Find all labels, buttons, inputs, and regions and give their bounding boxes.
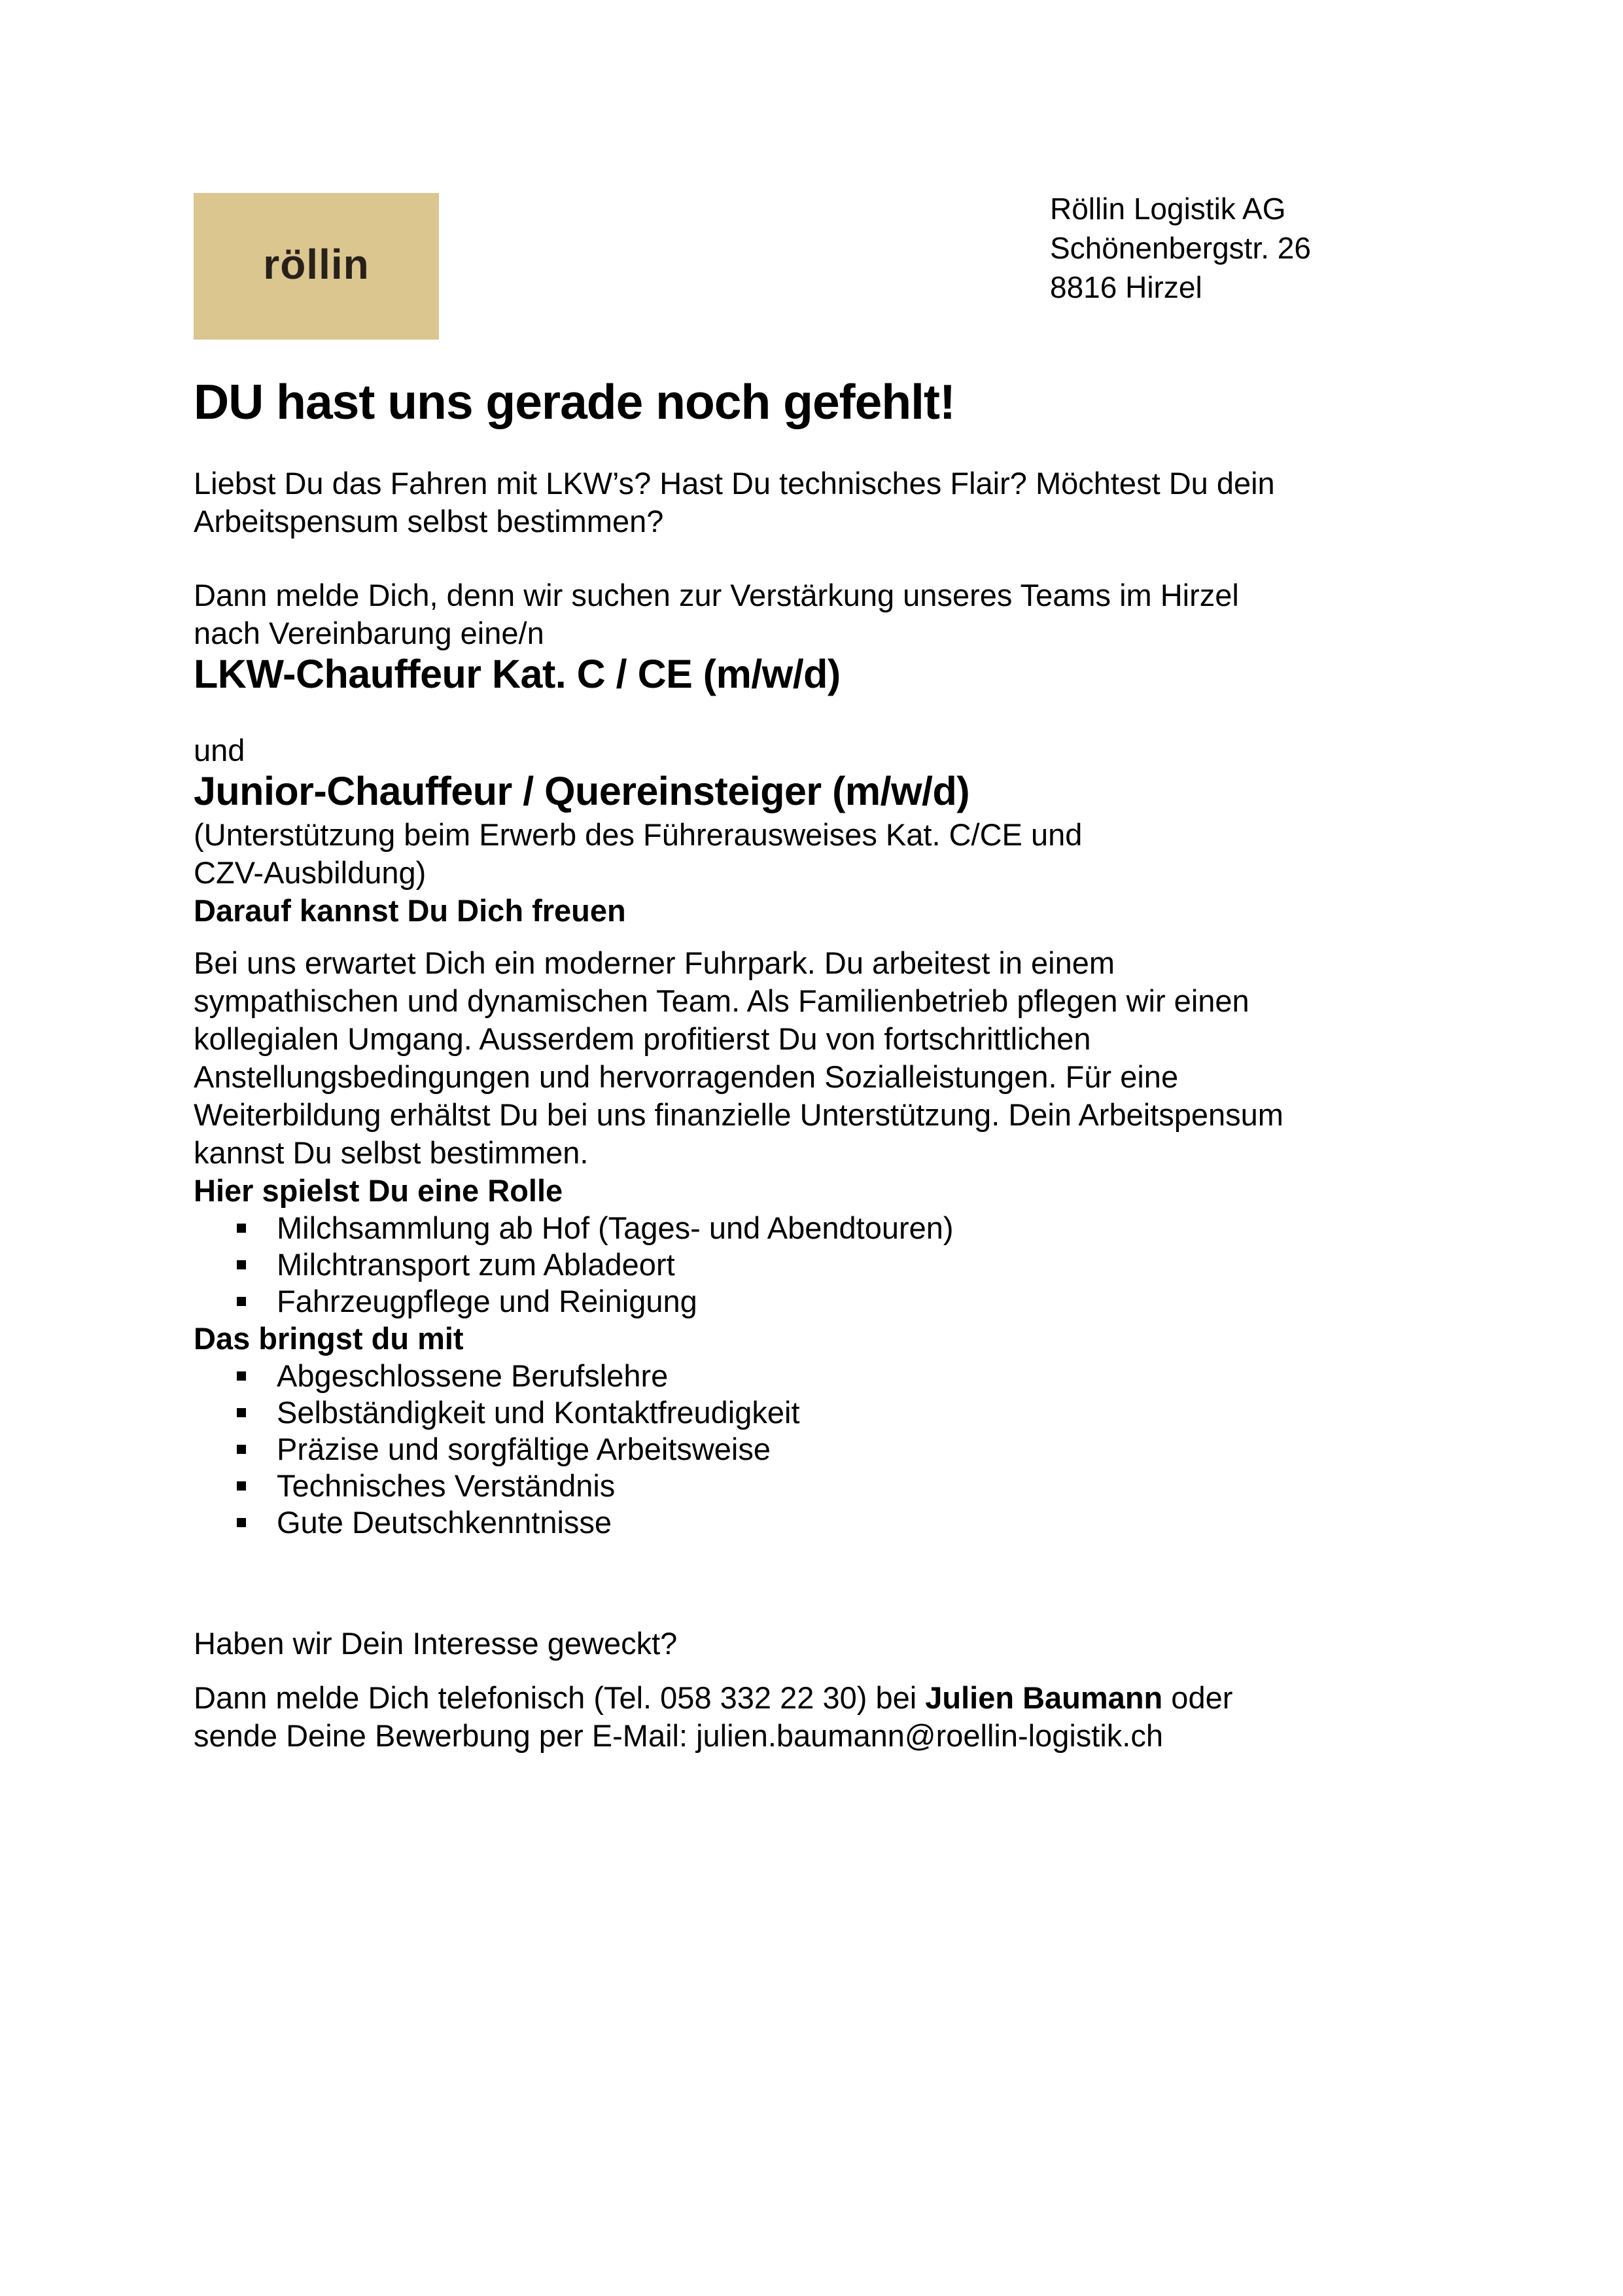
intro-paragraph-1-line-1: Liebst Du das Fahren mit LKW’s? Hast Du technisches Flair? Möchtest Du dein xyxy=(194,466,1275,501)
company-city: 8816 Hirzel xyxy=(1050,270,1202,304)
contact-line-1-post: oder xyxy=(1162,1680,1233,1715)
freuen-line-4: Anstellungsbedingungen und hervorragenden Sozialleistungen. Für eine xyxy=(194,1059,1179,1094)
freuen-line-2: sympathischen und dynamischen Team. Als Familienbetrieb pflegen wir einen xyxy=(194,983,1249,1018)
contact-line-2-email: sende Deine Bewerbung per E-Mail: julien.baumann@roellin-logistik.ch xyxy=(194,1718,1163,1753)
intro-paragraph-2-line-1: Dann melde Dich, denn wir suchen zur Verstärkung unseres Teams im Hirzel xyxy=(194,578,1239,612)
list-item: Technisches Verständnis xyxy=(194,1468,1430,1504)
job-title-junior-chauffeur: Junior-Chauffeur / Quereinsteiger (m/w/d) xyxy=(194,769,970,813)
job-connector: und xyxy=(194,733,245,768)
company-street: Schönenbergstr. 26 xyxy=(1050,231,1311,265)
list-item: Präzise und sorgfältige Arbeitsweise xyxy=(194,1431,1430,1468)
job-subtitle-line-1: (Unterstützung beim Erwerb des Führerausweises Kat. C/CE und xyxy=(194,817,1083,852)
job-title-lkw-chauffeur: LKW-Chauffeur Kat. C / CE (m/w/d) xyxy=(194,652,841,696)
contact-line-1-pre: Dann melde Dich telefonisch (Tel. 058 332 22 30) bei xyxy=(194,1680,926,1715)
job-subtitle xyxy=(194,816,1430,892)
bullet-list-bringst xyxy=(194,1358,1430,1541)
section-heading-freuen: Darauf kannst Du Dich freuen xyxy=(194,893,626,928)
interest-question: Haben wir Dein Interesse geweckt? xyxy=(194,1626,678,1661)
freuen-line-6: kannst Du selbst bestimmen. xyxy=(194,1135,589,1170)
freuen-line-5: Weiterbildung erhältst Du bei uns finanzielle Unterstützung. Dein Arbeitspensum xyxy=(194,1097,1283,1132)
company-name: Röllin Logistik AG xyxy=(1050,192,1286,226)
company-logo xyxy=(194,193,439,340)
company-address-block xyxy=(1050,189,1311,307)
intro-paragraph-1 xyxy=(194,465,1430,540)
freuen-line-1: Bei uns erwartet Dich ein moderner Fuhrpark. Du arbeitest in einem xyxy=(194,945,1115,980)
list-item: Selbständigkeit und Kontaktfreudigkeit xyxy=(194,1394,1430,1431)
job-subtitle-line-2: CZV-Ausbildung) xyxy=(194,855,427,890)
list-item: Milchsammlung ab Hof (Tages- und Abendtouren) xyxy=(194,1210,1430,1246)
section-body-freuen xyxy=(194,944,1430,1172)
headline: DU hast uns gerade noch gefehlt! xyxy=(194,374,955,429)
contact-line-1 xyxy=(194,1680,1232,1715)
list-item: Fahrzeugpflege und Reinigung xyxy=(194,1283,1430,1320)
contact-person-name: Julien Baumann xyxy=(925,1680,1163,1715)
company-logo-text: röllin xyxy=(263,241,370,288)
list-item: Milchtransport zum Abladeort xyxy=(194,1246,1430,1283)
bullet-list-rolle xyxy=(194,1210,1430,1320)
section-heading-rolle: Hier spielst Du eine Rolle xyxy=(194,1173,563,1208)
page-header xyxy=(194,193,1430,340)
intro-paragraph-2 xyxy=(194,576,1430,652)
section-heading-bringst: Das bringst du mit xyxy=(194,1321,464,1356)
list-item: Abgeschlossene Berufslehre xyxy=(194,1358,1430,1394)
freuen-line-3: kollegialen Umgang. Ausserdem profitierst Du von fortschrittlichen xyxy=(194,1021,1091,1056)
list-item: Gute Deutschkenntnisse xyxy=(194,1504,1430,1541)
intro-paragraph-2-line-2: nach Vereinbarung eine/n xyxy=(194,616,544,650)
intro-paragraph-1-line-2: Arbeitspensum selbst bestimmen? xyxy=(194,504,664,539)
contact-paragraph xyxy=(194,1679,1430,1755)
